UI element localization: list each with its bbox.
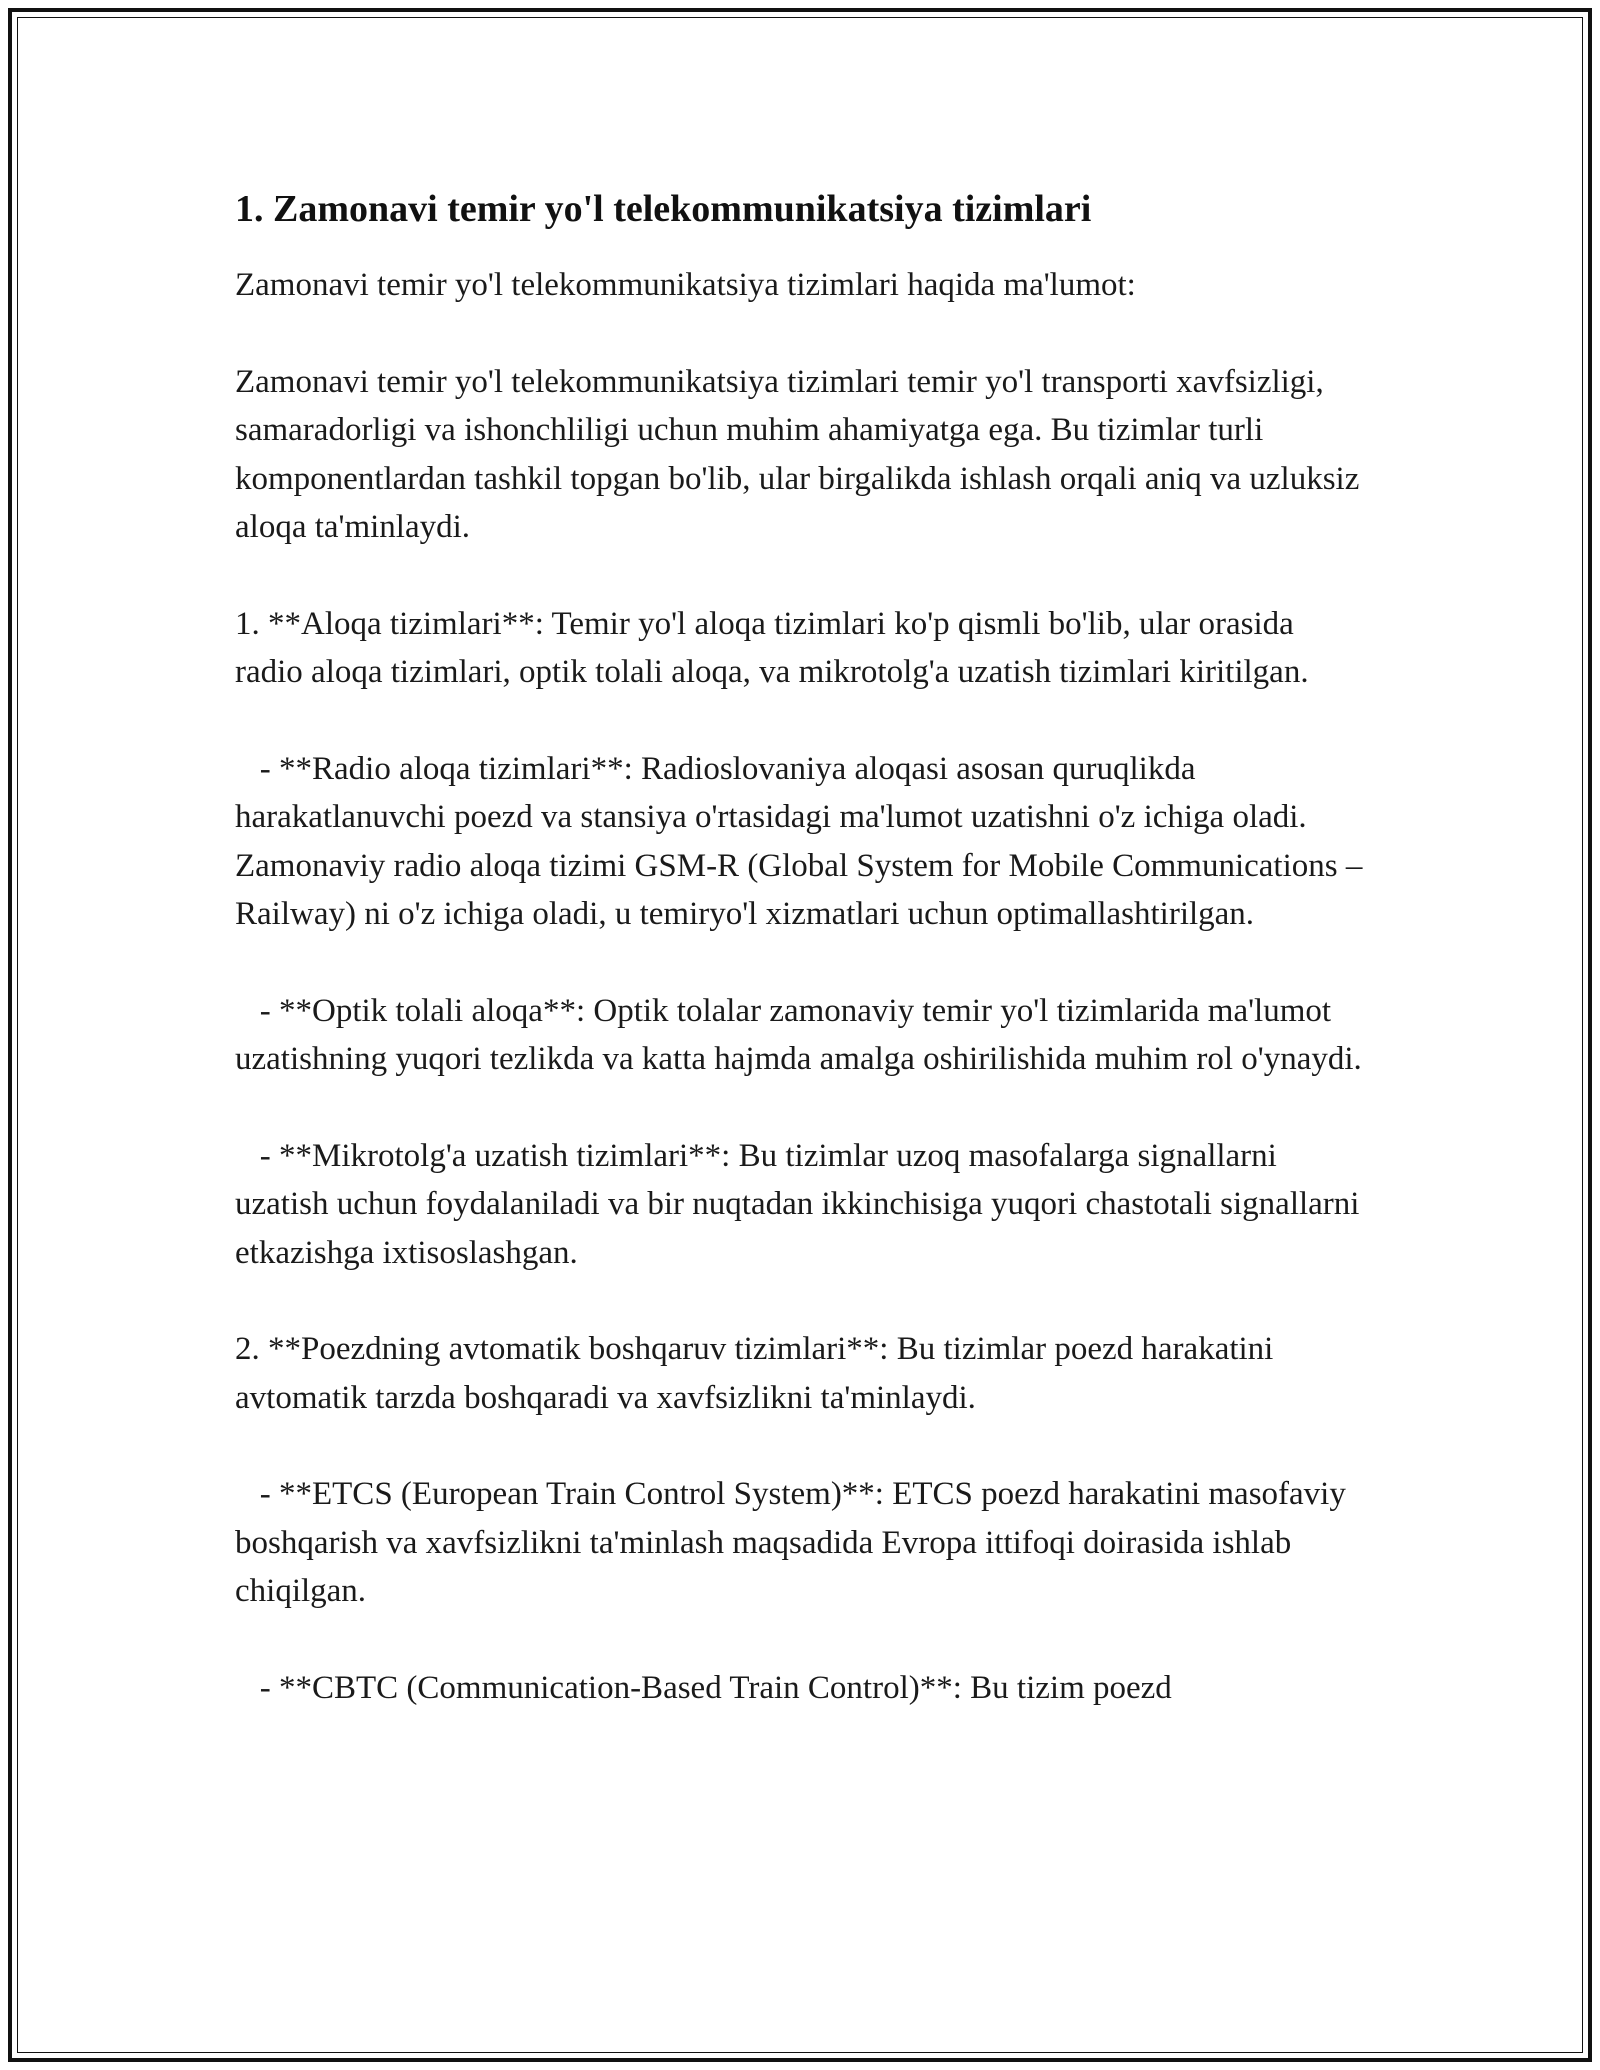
sublist-item-fiber-optic: - **Optik tolali aloqa**: Optik tolalar zamonaviy temir yo'l tizimlarida ma'lumot uzatishning yuqori tezlikda va katta hajmda amalga oshirilishida muhim rol o'ynaydi. (235, 992, 1362, 1077)
overview-paragraph: Zamonavi temir yo'l telekommunikatsiya tizimlari temir yo'l transporti xavfsizligi, samaradorligi va ishonchliligi uchun muhim ahamiyatga ega. Bu tizimlar turli komponentlardan tashkil topgan bo'lib, ular birgalikda ishlash orqali aniq va uzluksiz aloqa ta'minlaydi. (235, 363, 1368, 545)
list-item-communication-systems: 1. **Aloqa tizimlari**: Temir yo'l aloqa tizimlari ko'p qismli bo'lib, ular orasida radio aloqa tizimlari, optik tolali aloqa, va mikrotolg'a uzatish tizimlari kiritilgan. (235, 605, 1309, 690)
sublist-item-cbtc: - **CBTC (Communication-Based Train Control)**: Bu tizim poezd (235, 1669, 1172, 1706)
sublist-item-etcs: - **ETCS (European Train Control System)**: ETCS poezd harakatini masofaviy boshqarish va xavfsizlikni ta'minlash maqsadida Evropa ittifoqi doirasida ishlab chiqilgan. (235, 1476, 1355, 1609)
intro-paragraph: Zamonavi temir yo'l telekommunikatsiya tizimlari haqida ma'lumot: (235, 267, 1136, 303)
document-title: 1. Zamonavi temir yo'l telekommunikatsiya tizimlari (235, 188, 1092, 230)
sublist-item-microwave: - **Mikrotolg'a uzatish tizimlari**: Bu tizimlar uzoq masofalarga signallarni uzatish uchun foydalaniladi va bir nuqtadan ikkinchisiga yuqori chastotali signallarni etkazishga ixtisoslashgan. (235, 1137, 1368, 1271)
sublist-item-radio: - **Radio aloqa tizimlari**: Radioslovaniya aloqasi asosan quruqlikda harakatlanuvchi poezd va stansiya o'rtasidagi ma'lumot uzatishni o'z ichiga oladi. Zamonaviy radio aloqa tizimi GSM-R (Global System for Mobile Communications – Railway) ni o'z ichiga oladi, u temiryo'l xizmatlari uchun optimallashtirilgan. (235, 750, 1371, 932)
list-item-automatic-train-control: 2. **Poezdning avtomatik boshqaruv tizimlari**: Bu tizimlar poezd harakatini avtomatik tarzda boshqaradi va xavfsizlikni ta'minlaydi. (235, 1331, 1282, 1416)
document-body (235, 185, 1371, 1712)
